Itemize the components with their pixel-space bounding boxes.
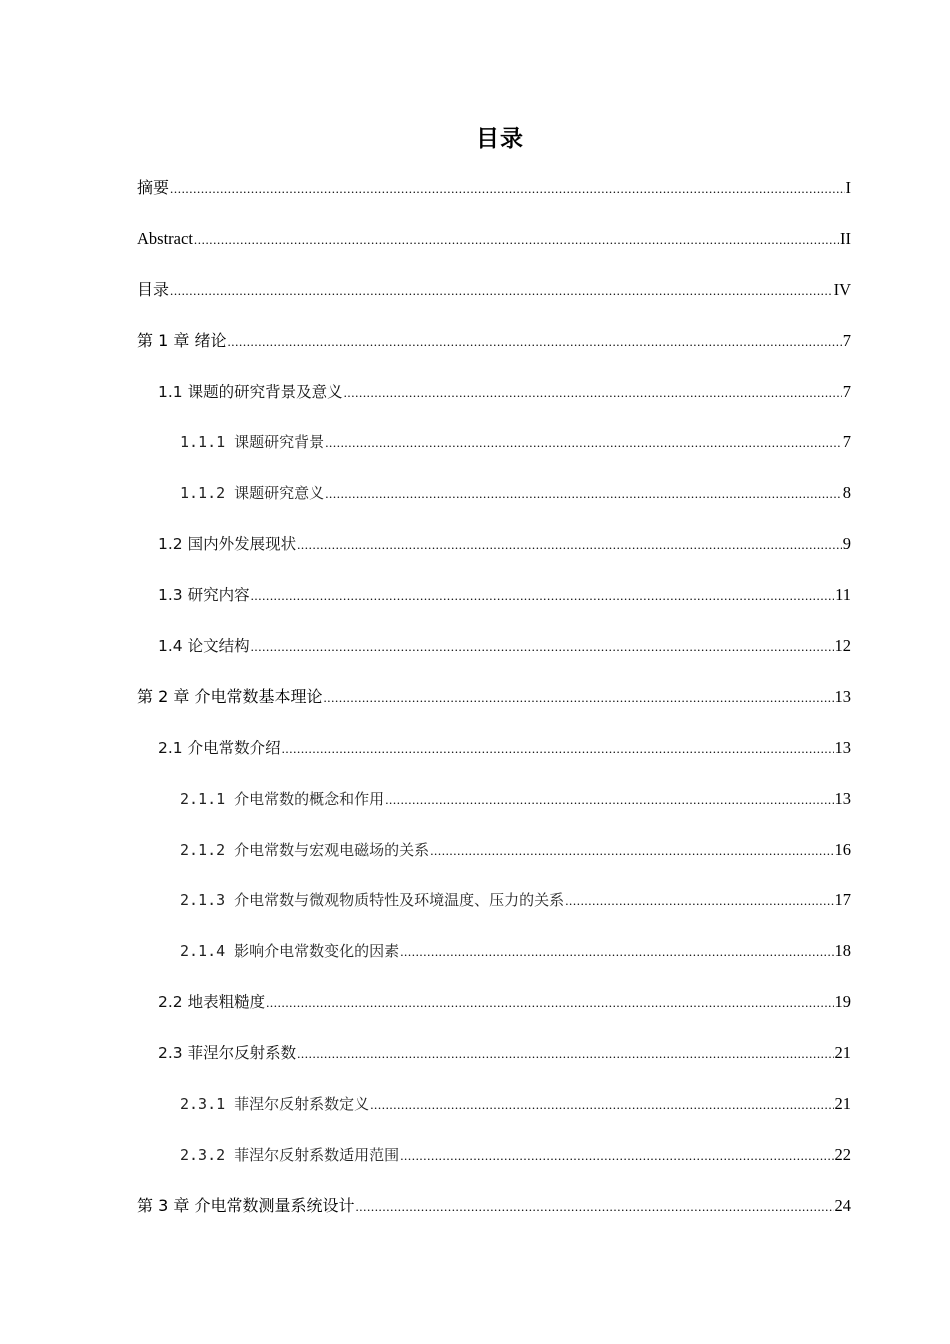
toc-entry-chapter-2[interactable] <box>137 680 851 731</box>
toc-entry-contents[interactable] <box>137 273 851 324</box>
toc-entry-page: 21 <box>834 1043 851 1063</box>
toc-entry-page: 13 <box>834 737 851 757</box>
toc-entry-section-2-1-2[interactable] <box>137 833 851 884</box>
toc-entry-label: 第 2 章 介电常数基本理论 <box>137 686 323 706</box>
toc-entry-abstract-cn[interactable] <box>137 171 851 222</box>
toc-entry-page: 17 <box>834 890 851 910</box>
dot-leader <box>323 681 833 715</box>
dot-leader <box>565 884 833 918</box>
toc-entry-label: 摘要 <box>137 178 170 197</box>
toc-entry-label: 第 1 章 绪论 <box>137 330 227 350</box>
dot-leader <box>400 935 833 969</box>
toc-entry-section-2-3[interactable] <box>137 1036 851 1087</box>
dot-leader <box>251 630 834 664</box>
toc-entry-page: 11 <box>835 585 851 605</box>
toc-entry-label: 2.3.1 菲涅尔反射系数定义 <box>180 1095 370 1114</box>
toc-title: 目录 <box>476 126 524 152</box>
toc-entry-page: 18 <box>834 941 851 961</box>
toc-entry-page: 13 <box>834 788 851 808</box>
dot-leader <box>400 1139 833 1173</box>
toc-entry-page: 12 <box>834 636 851 656</box>
toc-entry-section-2-2[interactable] <box>137 985 851 1036</box>
toc-entry-section-1-1-1[interactable] <box>137 425 851 476</box>
toc-entry-label: 目录 <box>137 279 170 299</box>
toc-entry-label: 第 3 章 介电常数测量系统设计 <box>137 1195 355 1215</box>
toc-entry-section-2-1-3[interactable] <box>137 883 851 934</box>
toc-entry-label: 1.4 论文结构 <box>158 637 250 656</box>
dot-leader <box>251 579 835 613</box>
toc-entry-page: 7 <box>842 432 851 452</box>
toc-entry-label: 1.1.2 课题研究意义 <box>180 484 325 503</box>
toc-entry-label: 2.3 菲涅尔反射系数 <box>158 1044 297 1063</box>
toc-entry-label: 2.1.1 介电常数的概念和作用 <box>180 789 385 808</box>
dot-leader <box>370 1088 833 1122</box>
dot-leader <box>325 426 842 460</box>
dot-leader <box>227 325 841 359</box>
dot-leader <box>430 834 833 868</box>
toc-entry-page: 8 <box>842 483 851 503</box>
toc-entry-section-2-1-4[interactable] <box>137 934 851 985</box>
toc-entry-label: 2.1.3 介电常数与微观物质特性及环境温度、压力的关系 <box>180 891 565 910</box>
toc-entry-label: 1.2 国内外发展现状 <box>158 535 297 554</box>
toc-entry-label: Abstract <box>137 228 193 248</box>
toc-entry-page: 21 <box>834 1094 851 1114</box>
toc-entry-section-1-4[interactable] <box>137 629 851 680</box>
dot-leader <box>170 274 833 308</box>
dot-leader <box>170 172 844 206</box>
toc-entry-chapter-1[interactable] <box>137 324 851 375</box>
toc-entry-section-1-3[interactable] <box>137 578 851 629</box>
toc-entry-section-2-3-1[interactable] <box>137 1087 851 1138</box>
toc-entry-page: I <box>845 178 851 197</box>
toc-entry-label: 1.1 课题的研究背景及意义 <box>158 382 343 401</box>
dot-leader <box>266 986 833 1020</box>
toc-entry-label: 2.1 介电常数介绍 <box>158 738 281 757</box>
dot-leader <box>385 783 833 817</box>
dot-leader <box>355 1190 833 1224</box>
toc-entry-page: 19 <box>834 992 851 1012</box>
table-of-contents <box>137 171 851 1240</box>
toc-entry-label: 2.2 地表粗糙度 <box>158 993 266 1012</box>
dot-leader <box>344 376 842 410</box>
toc-entry-page: 22 <box>834 1144 851 1164</box>
toc-entry-page: 7 <box>842 330 851 350</box>
dot-leader <box>325 477 842 511</box>
toc-entry-section-1-2[interactable] <box>137 527 851 578</box>
toc-entry-page: 7 <box>842 381 851 401</box>
toc-entry-label: 1.1.1 课题研究背景 <box>180 433 325 452</box>
toc-entry-section-1-1[interactable] <box>137 375 851 426</box>
toc-entry-page: 13 <box>834 686 851 706</box>
toc-entry-label: 2.3.2 菲涅尔反射系数适用范围 <box>180 1145 400 1164</box>
toc-entry-section-2-3-2[interactable] <box>137 1138 851 1189</box>
dot-leader <box>297 528 842 562</box>
toc-entry-section-1-1-2[interactable] <box>137 476 851 527</box>
toc-entry-abstract-en[interactable] <box>137 222 851 273</box>
toc-entry-page: II <box>840 228 851 248</box>
dot-leader <box>194 223 839 257</box>
toc-entry-page: 9 <box>842 534 851 554</box>
dot-leader <box>282 732 834 766</box>
toc-entry-page: 24 <box>834 1195 851 1215</box>
toc-entry-section-2-1-1[interactable] <box>137 782 851 833</box>
toc-entry-page: 16 <box>834 839 851 859</box>
toc-entry-chapter-3[interactable] <box>137 1189 851 1240</box>
dot-leader <box>297 1037 833 1071</box>
toc-entry-label: 2.1.2 介电常数与宏观电磁场的关系 <box>180 840 430 859</box>
toc-entry-page: IV <box>833 279 851 299</box>
toc-entry-label: 1.3 研究内容 <box>158 586 250 605</box>
toc-entry-label: 2.1.4 影响介电常数变化的因素 <box>180 942 400 961</box>
toc-entry-section-2-1[interactable] <box>137 731 851 782</box>
